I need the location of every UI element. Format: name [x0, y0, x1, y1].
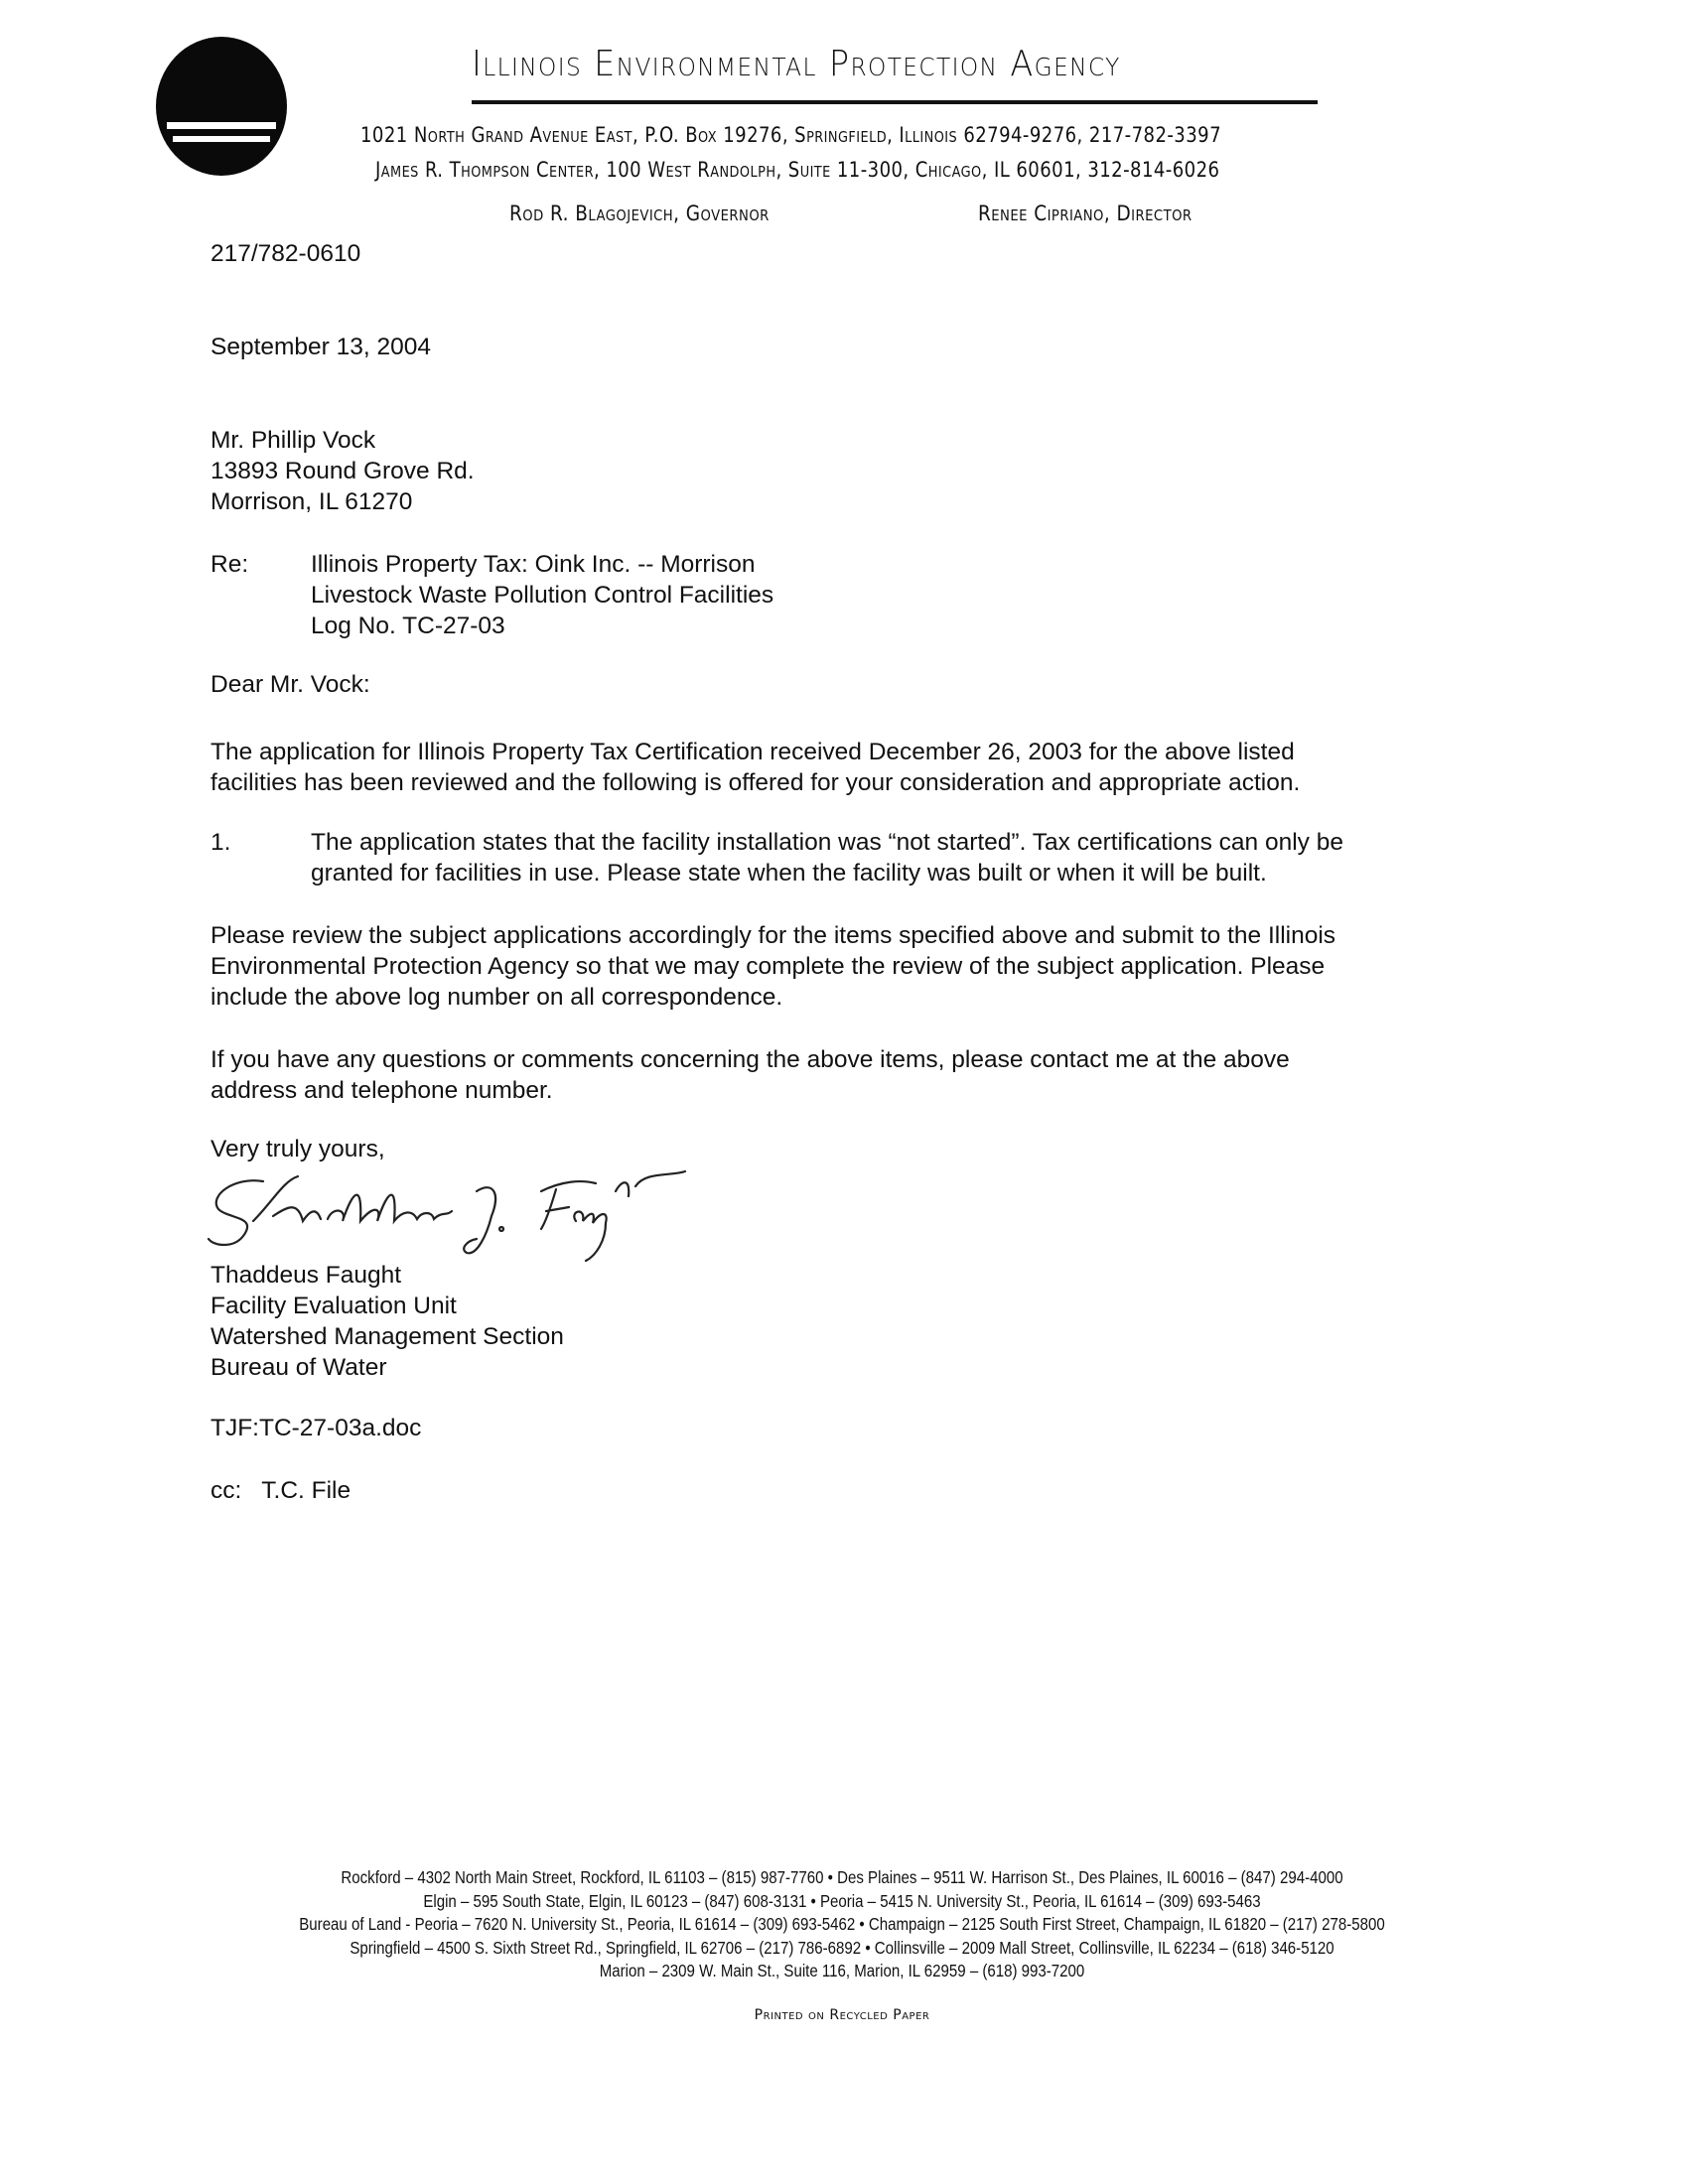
recycled-paper-note: Printed on Recycled Paper — [754, 2007, 930, 2023]
item-number: 1. — [210, 829, 231, 856]
text-line: Environmental Protection Agency so that we may complete the review of the subject application. Please — [210, 953, 1326, 980]
agency-name: Illinois Environmental Protection Agency — [472, 44, 1121, 84]
text-line: The application states that the facility installation was “not started”. Tax certifications can only be — [311, 829, 1343, 856]
signer-name: Thaddeus Faught — [210, 1262, 402, 1289]
signer-bureau: Bureau of Water — [210, 1354, 387, 1381]
subject-line: Log No. TC-27-03 — [311, 613, 505, 639]
paragraph-2 — [210, 920, 1335, 1013]
text-line: If you have any questions or comments concerning the above items, please contact me at the above — [210, 1046, 1290, 1073]
paragraph-1 — [210, 737, 1300, 798]
text-line: include the above log number on all correspondence. — [210, 984, 783, 1011]
text-line: address and telephone number. — [210, 1077, 553, 1104]
address-line-1: 1021 North Grand Avenue East, P.O. Box 19276, Springfield, Illinois 62794-9276, 217-782-3397 — [360, 123, 1222, 147]
subject-line: Illinois Property Tax: Oink Inc. -- Morrison — [311, 551, 756, 578]
governor: Rod R. Blagojevich, Governor — [509, 202, 770, 225]
footer-line: Marion – 2309 W. Main St., Suite 116, Marion, IL 62959 – (618) 993-7200 — [599, 1961, 1085, 1980]
text-line: facilities has been reviewed and the following is offered for your consideration and appropriate action. — [210, 769, 1301, 796]
subject-line: Livestock Waste Pollution Control Facilities — [311, 582, 774, 609]
footer-line: Elgin – 595 South State, Elgin, IL 60123 – (847) 608-3131 • Peoria – 5415 N. University St., Peoria, IL 61614 – (309) 693-5463 — [423, 1890, 1261, 1911]
signer-block — [210, 1260, 564, 1383]
item-text — [311, 827, 1343, 888]
letter-date: September 13, 2004 — [210, 334, 432, 360]
recipient-city: Morrison, IL 61270 — [210, 488, 413, 515]
cc-line: cc: T.C. File — [210, 1477, 351, 1504]
regional-offices-footer — [0, 1866, 1684, 1983]
closing: Very truly yours, — [210, 1136, 385, 1162]
subject-block — [311, 549, 773, 641]
director: Renee Cipriano, Director — [978, 202, 1193, 225]
header-rule — [472, 100, 1318, 104]
handwritten-signature — [204, 1161, 690, 1271]
document-reference: TJF:TC-27-03a.doc — [210, 1415, 422, 1441]
footer-line: Bureau of Land - Peoria – 7620 N. University St., Peoria, IL 61614 – (309) 693-5462 • Champaign – 2125 South First Street, Champaign, IL 61820 – (217) 278-5800 — [299, 1914, 1385, 1934]
signer-section: Watershed Management Section — [210, 1323, 564, 1350]
text-line: The application for Illinois Property Tax Certification received December 26, 2003 for the above listed — [210, 739, 1295, 765]
phone-number: 217/782-0610 — [210, 240, 361, 267]
re-label: Re: — [210, 551, 249, 578]
agency-logo — [151, 36, 292, 177]
signer-unit: Facility Evaluation Unit — [210, 1293, 457, 1319]
footer-line: Rockford – 4302 North Main Street, Rockford, IL 61103 – (815) 987-7760 • Des Plaines – 9511 W. Harrison St., Des Plaines, IL 60016 – (847) 294-4000 — [341, 1867, 1343, 1887]
recipient-street: 13893 Round Grove Rd. — [210, 458, 475, 484]
recipient-address — [210, 425, 475, 517]
paragraph-3 — [210, 1044, 1290, 1106]
text-line: Please review the subject applications accordingly for the items specified above and submit to the Illinois — [210, 922, 1336, 949]
footer-line: Springfield – 4500 S. Sixth Street Rd., Springfield, IL 62706 – (217) 786-6892 • Collinsville – 2009 Mall Street, Collinsville, IL 62234 – (618) 346-5120 — [350, 1937, 1334, 1958]
salutation: Dear Mr. Vock: — [210, 671, 370, 698]
address-line-2: James R. Thompson Center, 100 West Randolph, Suite 11-300, Chicago, IL 60601, 312-814-6026 — [375, 158, 1220, 182]
text-line: granted for facilities in use. Please state when the facility was built or when it will be built. — [311, 860, 1267, 887]
recipient-name: Mr. Phillip Vock — [210, 427, 376, 454]
